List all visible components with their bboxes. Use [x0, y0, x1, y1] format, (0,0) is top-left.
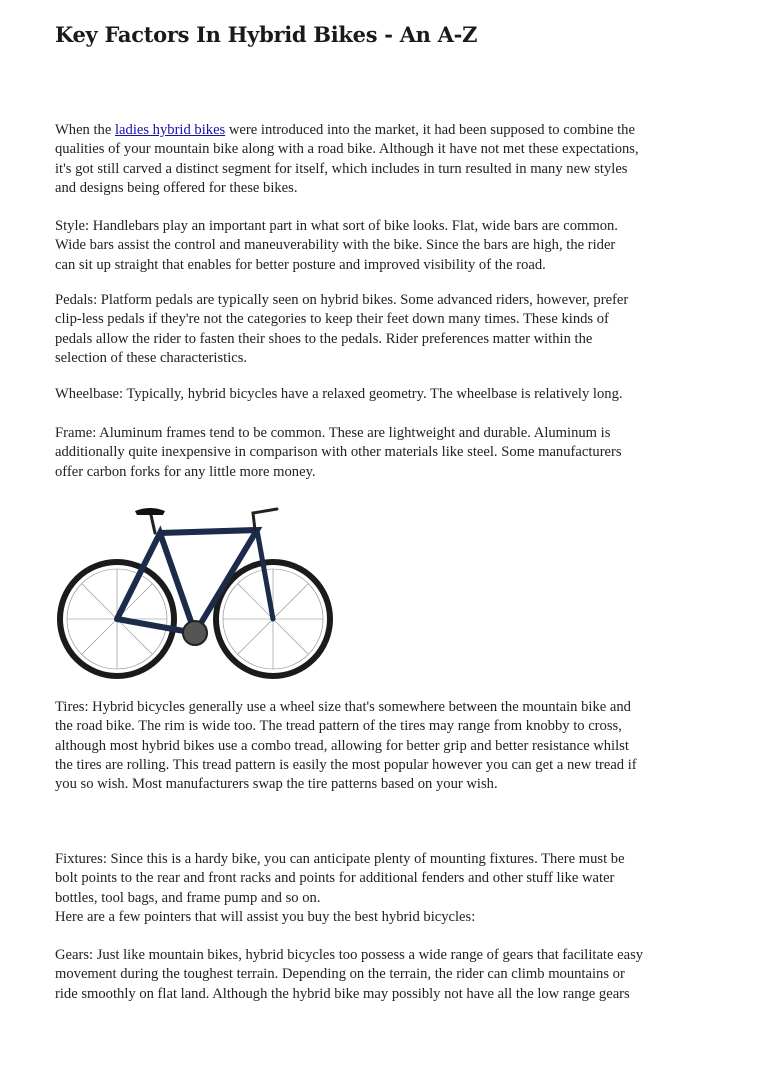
saddle — [135, 508, 165, 515]
ladies-hybrid-bikes-link[interactable]: ladies hybrid bikes — [114, 122, 226, 138]
gears-paragraph: Gears: Just like mountain bikes, hybrid bicycles too possess a wide range of gears that facilitate easy movement during the toughest terrain. Depending on the terrain, the rider can climb mountains or ride smoothly on flat land. Although the hybrid bike may possibly not have all the low range gears — [55, 947, 644, 1002]
tires-paragraph: Tires: Hybrid bicycles generally use a wheel size that's somewhere between the mountain bike and the road bike. The rim is wide too. The tread pattern of the tires may range from knobby to cross, although most hybrid bikes use a combo tread, allowing for better grip and better resistance whilst the tires are rolling. This tread pattern is easily the most popular however you can get a new tread if you so wish. Most manufacturers swap the tire patterns based on your wish. — [55, 699, 637, 793]
pedals-paragraph: Pedals: Platform pedals are typically seen on hybrid bikes. Some advanced riders, however, prefer clip-less pedals if they're not the categories to keep their feet down many times. These kinds of pedals allow the rider to fasten their shoes to the pedals. Rider preferences matter within the selection of these characteristics. — [55, 292, 629, 366]
pointers-paragraph: Here are a few pointers that will assist you buy the best hybrid bicycles: — [55, 909, 476, 925]
intro-paragraph: When the ladies hybrid bikes were introduced into the market, it had been supposed to combine the qualities of your mountain bike along with a road bike. Although it have not met these expectations, it's got still carved a distinct segment for itself, which includes in turn resulted in many new styles and designs being offered for these bikes. — [55, 122, 639, 196]
style-paragraph: Style: Handlebars play an important part in what sort of bike looks. Flat, wide bars are common. Wide bars assist the control and maneuverability with the bike. Since the bars are high, the rider can sit up straight that enables for better posture and improved visibility of the road. — [55, 218, 618, 273]
fixtures-paragraph: Fixtures: Since this is a hardy bike, you can anticipate plenty of mounting fixtures. There must be bolt points to the rear and front racks and points for additional fenders and other stuff like water bottles, tool bags, and frame pump and so on. — [55, 851, 625, 906]
wheelbase-paragraph: Wheelbase: Typically, hybrid bicycles have a relaxed geometry. The wheelbase is relatively long. — [55, 386, 623, 402]
hybrid-bike-image — [55, 493, 335, 685]
frame-paragraph: Frame: Aluminum frames tend to be common. These are lightweight and durable. Aluminum is additionally quite inexpensive in comparison with other materials like steel. Some manufacturers offer carbon forks for any little more money. — [55, 425, 622, 480]
page-title: Key Factors In Hybrid Bikes - An A-Z — [55, 22, 478, 47]
